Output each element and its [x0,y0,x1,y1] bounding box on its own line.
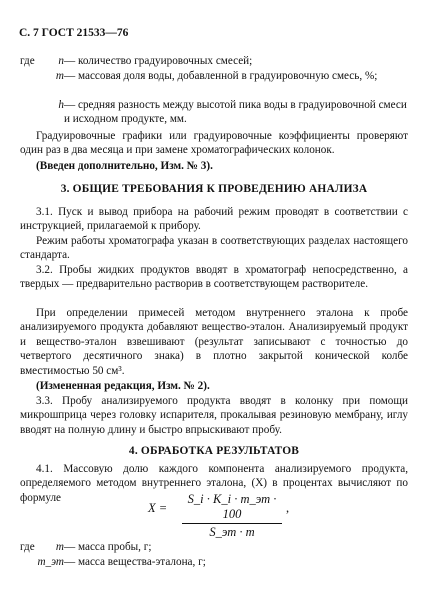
definition-symbol: m [55,70,64,82]
definition-m-standard: m_эт — масса вещества-эталона, г; [20,555,408,570]
amendment-note: (Введен дополнительно, Изм. № 3). [36,160,213,172]
paragraph-3-2: 3.2. Пробы жидких продуктов вводят в хроматограф непосредственно, а твердых — предварительно растворив в соответствующем растворителе. [20,264,408,291]
paragraph-3-3: 3.3. Пробу анализируемого продукта вводят в колонку при помощи микрошприца через головку испарителя, прокалывая резиновую мембрану, иглу вводят на полную длину и быстро впрыскивают пробу. [20,395,408,436]
definition-m-sample: где m — масса пробы, г; [20,541,152,553]
definition-h: h — средняя разность между высотой пика воды в градуировочной смеси и исходном продукте, мм. [20,98,408,128]
paragraph-3-2-standard: При определении примесей методом внутреннего эталона к пробе анализируемого продукта добавляют вещество-эталон. Анализируемый продукт и вещество-эталон взвешивают (результат записывают с точностью до четвертого десятичного знака) в плотно закрытой конической колбе вместимостью 50 см³. [20,307,408,377]
definition-symbol: n [58,55,64,67]
definition-symbol: m [55,541,64,553]
definition-n: где n — количество градуировочных смесей; [20,55,253,67]
calibration-note: Градуировочные графики или градуировочные коэффициенты проверяют один раз в два месяца и при замене хроматографических колонок. [20,130,408,157]
definition-symbol: m_эт [37,556,64,568]
page-header: С. 7 ГОСТ 21533—76 [19,27,129,39]
definition-text: массовая доля воды, добавленной в градуировочную смесь, %; [77,70,378,82]
paragraph-3-1: 3.1. Пуск и вывод прибора на рабочий режим проводят в соответствии с инструкцией, прилагаемой к прибору. [20,206,408,233]
formula-mass-fraction [148,492,298,539]
definition-text: количество градуировочных смесей; [77,55,253,67]
definition-prefix: где [20,55,35,67]
formula-lhs: X = [148,501,168,515]
definition-text: масса пробы, г; [77,541,152,553]
definition-symbol: h [58,99,64,111]
paragraph-3-1-mode: Режим работы хроматографа указан в соответствующих разделах настоящего стандарта. [20,235,408,262]
section-4-title: 4. ОБРАБОТКА РЕЗУЛЬТАТОВ [128,445,300,457]
formula-numerator: S_i · K_i · m_эт · 100 [182,492,282,524]
amendment-note-2: (Измененная редакция, Изм. № 2). [36,380,210,392]
paragraph-4-1: 4.1. Массовую долю каждого компонента анализируемого продукта, определяемого методом внутреннего эталона, (X) в процентах вычисляют по формуле [20,463,408,504]
definition-text: масса вещества-эталона, г; [77,556,206,568]
definition-prefix: где [20,541,35,553]
definition-m: m — массовая доля воды, добавленной в градуировочную смесь, %; [20,69,408,99]
formula-denominator: S_эт · m [209,525,255,539]
formula-trailing-comma: , [286,501,290,515]
section-3-title: 3. ОБЩИЕ ТРЕБОВАНИЯ К ПРОВЕДЕНИЮ АНАЛИЗА [60,183,368,195]
definition-text: средняя разность между высотой пика воды в градуировочной смеси и исходном продукте, мм. [64,99,407,126]
formula-fraction [182,492,282,540]
